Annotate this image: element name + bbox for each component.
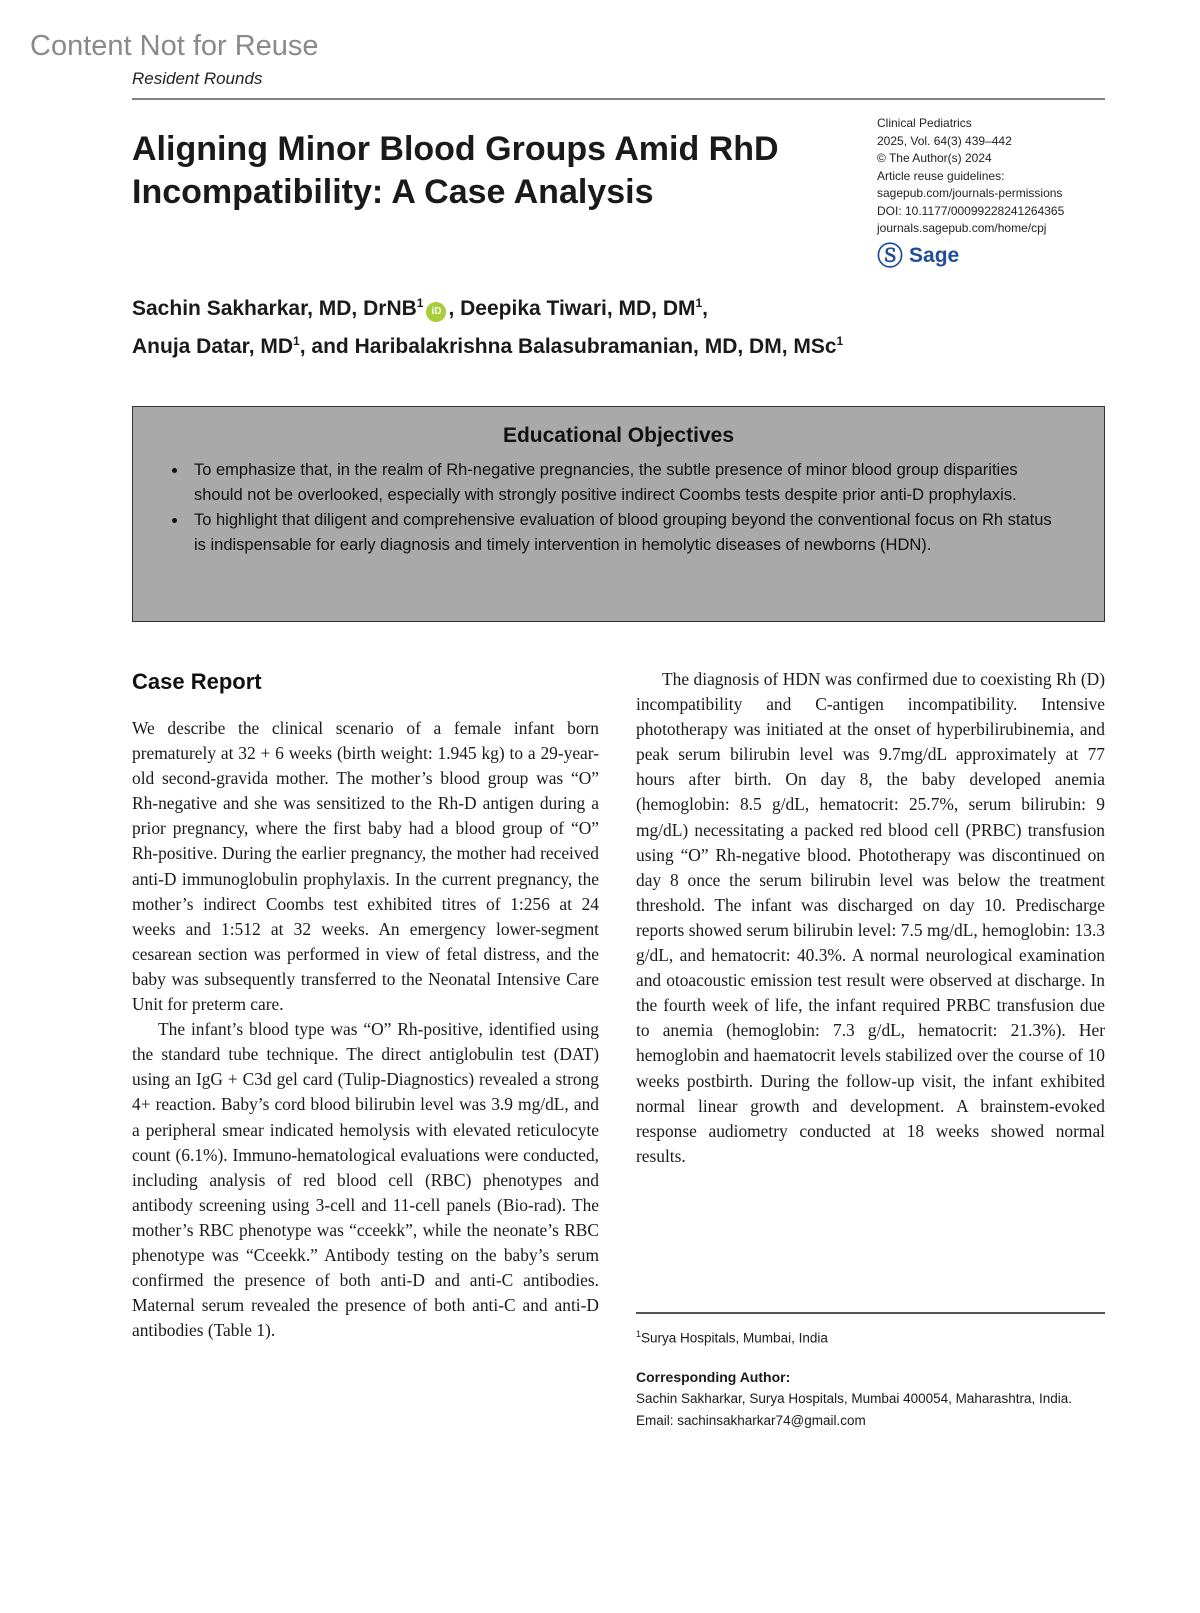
publisher-logo (877, 243, 959, 269)
author-name: Anuja Datar, MD (132, 335, 294, 358)
header-divider (132, 98, 1105, 100)
right-column (636, 667, 1105, 1169)
affiliation-footnote (636, 1323, 1105, 1350)
body-paragraph: The diagnosis of HDN was confirmed due to coexisting Rh (D) incompatibility and C-antigen incompatibility. Intensive phototherapy was initiated at the onset of hyperbilirubinemia, and peak serum bilirubin level was 9.7mg/dL approximately at 77 hours after birth. On day 8, the baby developed anemia (hemoglobin: 8.5 g/dL, hematocrit: 25.7%, serum bilirubin: 9 mg/dL) necessitating a packed red blood cell (PRBC) transfusion using “O” Rh-negative blood. Phototherapy was discontinued on day 8 once the serum bilirubin level was below the treatment threshold. The infant was discharged on day 10. Predischarge reports showed serum bilirubin level: 7.5 mg/dL, hemoglobin: 13.3 g/dL, and hematocrit: 40.3%. A normal neurological examination and otoacoustic emission test result were observed at discharge. In the fourth week of life, the infant required PRBC transfusion due to anemia (hemoglobin: 7.3 g/dL, hematocrit: 21.3%). Her hemoglobin and haematocrit levels stabilized over the course of 10 weeks postbirth. During the follow-up visit, the infant exhibited normal linear growth and development. A brainstem-evoked response audiometry conducted at 18 weeks showed normal results. (636, 669, 1105, 1166)
objectives-heading: Educational Objectives (502, 424, 735, 447)
affiliation-number: 1 (636, 1329, 642, 1339)
publisher-name: Sage (909, 244, 960, 267)
affiliation-marker: 1 (695, 296, 703, 310)
author-list (132, 287, 1132, 363)
body-paragraph: We describe the clinical scenario of a female infant born prematurely at 32 + 6 weeks (birth weight: 1.945 kg) to a 29-year-old second-gravida mother. The mother’s blood group was “O” Rh-negative and she was sensitized to the Rh-D antigen during a prior pregnancy, where the first baby had a blood group of “O” Rh-positive. During the earlier pregnancy, the mother had received anti-D immunoglobulin prophylaxis. In the current pregnancy, the mother’s indirect Coombs test exhibited titres of 1:256 at 24 weeks and 1:512 at 32 weeks. An emergency lower-segment cesarean section was performed in view of fetal distress, and the baby was subsequently transferred to the Neonatal Intensive Care Unit for preterm care. (132, 718, 599, 1015)
corresponding-author-heading: Corresponding Author: (636, 1368, 791, 1385)
author-name: Sachin Sakharkar, MD, DrNB (132, 297, 417, 320)
author-name: Haribalakrishna Balasubramanian, MD, DM, MSc (354, 335, 837, 358)
case-report-heading: Case Report (132, 669, 262, 694)
objective-item: • To highlight that diligent and comprehensive evaluation of blood grouping beyond the conventional focus on Rh status is indispensable for early diagnosis and timely intervention in hemolytic diseases of newborns (HDN). (188, 508, 1064, 558)
journal-homepage-link[interactable]: journals.sagepub.com/home/cpj (877, 221, 1047, 235)
body-paragraph: The infant’s blood type was “O” Rh-positive, identified using the standard tube technique. The direct antiglobulin test (DAT) using an IgG + C3d gel card (Tulip-Diagnostics) revealed a strong 4+ reaction. Baby’s cord blood bilirubin level was 3.9 mg/dL, and a peripheral smear indicated hemolysis with elevated reticulocyte count (6.1%). Immuno-hematological evaluations were conducted, including analysis of red blood cell (RBC) phenotypes and antibody screening using 3-cell and 11-cell panels (Bio-rad). The mother’s RBC phenotype was “cceekk”, while the neonate’s RBC phenotype was “Cceekk.” Antibody testing on the baby’s serum confirmed the presence of both anti-D and anti-C antibodies. Maternal serum revealed the presence of both anti-C and anti-D antibodies (Table 1). (132, 1019, 599, 1341)
reuse-label: Article reuse guidelines: (877, 168, 1005, 183)
orcid-icon[interactable]: iD (426, 302, 446, 322)
watermark: Content Not for Reuse (30, 30, 319, 62)
corresponding-author-email[interactable]: Email: sachinsakharkar74@gmail.com (636, 1412, 866, 1428)
affiliation-marker: 1 (293, 334, 300, 348)
corresponding-author-address: Sachin Sakharkar, Surya Hospitals, Mumbai 400054, Maharashtra, India. (636, 1390, 1072, 1406)
left-column (132, 716, 599, 1343)
footnotes (636, 1323, 1105, 1432)
affiliation-marker: 1 (836, 334, 844, 348)
journal-name: Clinical Pediatrics (877, 116, 972, 130)
objectives-list (133, 458, 1104, 558)
author-separator: , and (299, 335, 355, 358)
author-name: Deepika Tiwari, MD, DM (460, 297, 696, 320)
article-title: Aligning Minor Blood Groups Amid RhD Incompatibility: A Case Analysis (132, 130, 779, 211)
objective-item: • To emphasize that, in the realm of Rh-negative pregnancies, the subtle presence of minor blood group disparities should not be overlooked, especially with strongly positive indirect Coombs tests despite prior anti-D prophylaxis. (188, 458, 1064, 508)
author-separator: , (702, 297, 709, 320)
affiliation-text: Surya Hospitals, Mumbai, India (641, 1330, 828, 1346)
educational-objectives-box (132, 406, 1105, 622)
footnote-divider (636, 1312, 1105, 1314)
doi-link[interactable]: DOI: 10.1177/00099228241264365 (877, 203, 1065, 218)
sage-s-icon: Ⓢ (877, 241, 904, 271)
journal-meta (877, 115, 1137, 238)
copyright: © The Author(s) 2024 (877, 151, 992, 165)
journal-volume: 2025, Vol. 64(3) 439–442 (877, 133, 1012, 148)
reuse-link[interactable]: sagepub.com/journals-permissions (877, 186, 1063, 200)
section-label: Resident Rounds (132, 69, 263, 88)
author-separator: , (448, 297, 461, 320)
affiliation-marker: 1 (416, 296, 424, 310)
